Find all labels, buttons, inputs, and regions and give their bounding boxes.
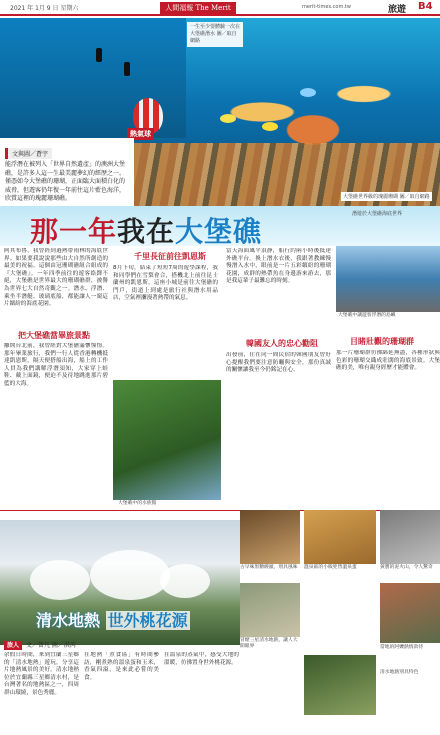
balloon-label: 熱氣球 [127, 128, 154, 140]
right-caption-2: 溫泉區的小販兜售溫泉蛋 [304, 565, 357, 570]
fish-icon [262, 122, 278, 131]
grandma-photo [380, 583, 440, 643]
website-url: merit-times.com.tw [302, 4, 351, 10]
article-col3b: 出發前，住在同一間民宿的韓國朋友曾好心提醒我們要注意防曬與安全，那份真誠的關懷讓我至今仍銘記在心。 [226, 352, 331, 374]
subhead-1: 把大堡礁當畢旅景點 [18, 331, 90, 340]
subhead-4: 目睹壯觀的珊瑚群 [350, 337, 414, 346]
fish-icon [220, 114, 236, 123]
subhead-2: 千里長征前往凱恩斯 [134, 252, 206, 261]
article-col1b: 離開台北前，我曾經對大堡礁滿懷憧憬。那年畢業旅行，我們一行人從香港轉機抵達凱恩斯，隔天便搭船出海，船上的工作人員為我們講解浮潛須知，大家穿上蛙鞋、戴上面鏡，便迫不及待地跳進那片碧藍的大海。 [4, 343, 108, 387]
article-col2: 8月下旬，結束了短短7周的遊學課程，我和同學們在雪梨會合，搭機北上前往昆士蘭州的凱恩斯。這座小城是前往大堡礁的門戶，街道上到處是旅行社與潛水用品店，空氣裡瀰漫著熱帶的氣息。 [113, 265, 218, 302]
reef-caption [341, 192, 432, 201]
article-col4: 那一片珊瑚群彷彿綿延無盡，各種形狀與色彩的珊瑚交織成壯闊的海底景致。大堡礁的美，唯有親身經歷才能體會。 [336, 350, 440, 372]
section-title: 旅遊 [388, 5, 407, 15]
reef-caption-credit: 圖／取自網路 [399, 194, 430, 200]
bottom-headline [36, 608, 190, 631]
newspaper-logo: 人間福報 The Merit [160, 2, 236, 14]
diver-caption-text: 一生至少要體驗一次在大堡礁潛水 [190, 24, 241, 37]
headline-photo-caption: 潛遊於大堡礁海底世界 [352, 211, 403, 217]
aquarium-photo [113, 380, 221, 500]
bottom-title-part2: 世外桃花源 [107, 611, 188, 630]
issue-date: 2021 年 1月 9 日 星期六 [10, 5, 79, 12]
right-caption-5: 當地的阿嬤熱情款待 [380, 645, 424, 650]
mud-volcano-photo [380, 510, 440, 564]
masthead [0, 0, 440, 16]
steam-cloud [160, 564, 210, 598]
bottom-author [4, 640, 76, 649]
island-caption: 大堡礁中讓遊客浮潛的島嶼 [338, 313, 396, 318]
right-photo-grid [240, 505, 440, 735]
diver-figure [124, 62, 130, 76]
hot-spring-detail-photo [304, 655, 376, 715]
steam-sign-photo [240, 583, 300, 637]
fish-icon [300, 88, 316, 97]
intro-byline: 文與圖／蒼宇 [5, 148, 52, 159]
right-caption-1: 古早味黑糖饅頭，別具風味 [240, 565, 298, 570]
egg-basket-photo [304, 510, 376, 564]
steam-cloud [30, 560, 90, 600]
diver-caption [187, 22, 243, 47]
diver-caption-credit: 圖／取自網路 [190, 31, 237, 44]
steam-cloud [90, 550, 170, 600]
headline-part1: 那一年 [30, 215, 118, 248]
headline-part2: 我在 [117, 215, 176, 248]
article-col3: 當天海面風平浪靜，船行約兩小時後抵達外礁平台。換上潛水衣後，我跟著教練慢慢潛入水中，眼前是一片五彩繽紛的珊瑚花園，成群的熱帶魚在身邊游來游去，那是我這輩子最難忘的時刻。 [226, 248, 331, 285]
bottom-title-part1: 清水地熱 [36, 611, 101, 630]
author-name: 文／曾凡 圖／洪芮 [25, 642, 76, 649]
right-caption-6: 清水地熱別具特色 [380, 670, 419, 675]
coral-cluster [186, 58, 440, 148]
reef-caption-text: 大堡礁世界級的瑰麗珊瑚 [343, 194, 399, 200]
intro-text: 能浮潛在被列入「世界自然遺產」的澳洲大堡礁，是許多人這一生最美麗夢幻的經歷之一。僅憑如今大堡礁的珊瑚，正面臨大面積白化的威脅，但遊客仍年復一年前往這片藍色海洋，欣賞這裡的瑰麗珊瑚礁。 [5, 161, 126, 202]
island-photo [336, 246, 440, 312]
bottom-col-left: 余假日時間，來到宜蘭三星鄉的「清水地熱」遊玩，分享這片地熱風景的美好。清水地熱位於宜蘭縣三星鄉清水村，是台灣著名的地熱區之一，四周群山環繞，景色秀麗。 [4, 652, 79, 696]
aquarium-caption: 大堡礁中的水族館 [118, 501, 157, 506]
subhead-3: 韓國友人的忠心勸阻 [246, 339, 318, 348]
right-caption-3: 冒煙三星清水地熱，讓人大開眼界 [240, 638, 298, 649]
page-number: B4 [418, 1, 433, 12]
author-tag: 旅人 [4, 641, 22, 650]
main-headline [30, 210, 262, 250]
bottom-col-right: 在溫泉的蒸氣中，感受大地的溫暖，彷彿置身世外桃花源。 [164, 652, 239, 666]
diver-figure [96, 48, 102, 62]
article-col1: 阿其布魯，我曾經到過熱帶雨林的海底世界。如果要我說說那些由大自然所創造的最美的祝福，這個由冠珊瑚礁組合組成的『大堡礁』。一年四季前往的遊客絡繹不絕，大堡礁是世界最大的珊瑚礁群，被譽為世界七大自然奇觀之一。潛水、浮潛、乘坐半潛艇、玻璃底船，都能讓人一窺這片繽紛的海底花園。 [4, 248, 108, 308]
brown-sugar-bun-photo [240, 510, 300, 564]
headline-part3: 大堡礁 [175, 215, 263, 248]
intro-box [0, 138, 134, 206]
right-caption-4: 黃寶的泥火山，令人驚奇 [380, 565, 433, 570]
bottom-col-mid: 在地熱「煮食區」有時間參訪，剛煮熟的溫泉蛋和玉米，香氣四溢，是來此必嘗的美食。 [84, 652, 159, 681]
